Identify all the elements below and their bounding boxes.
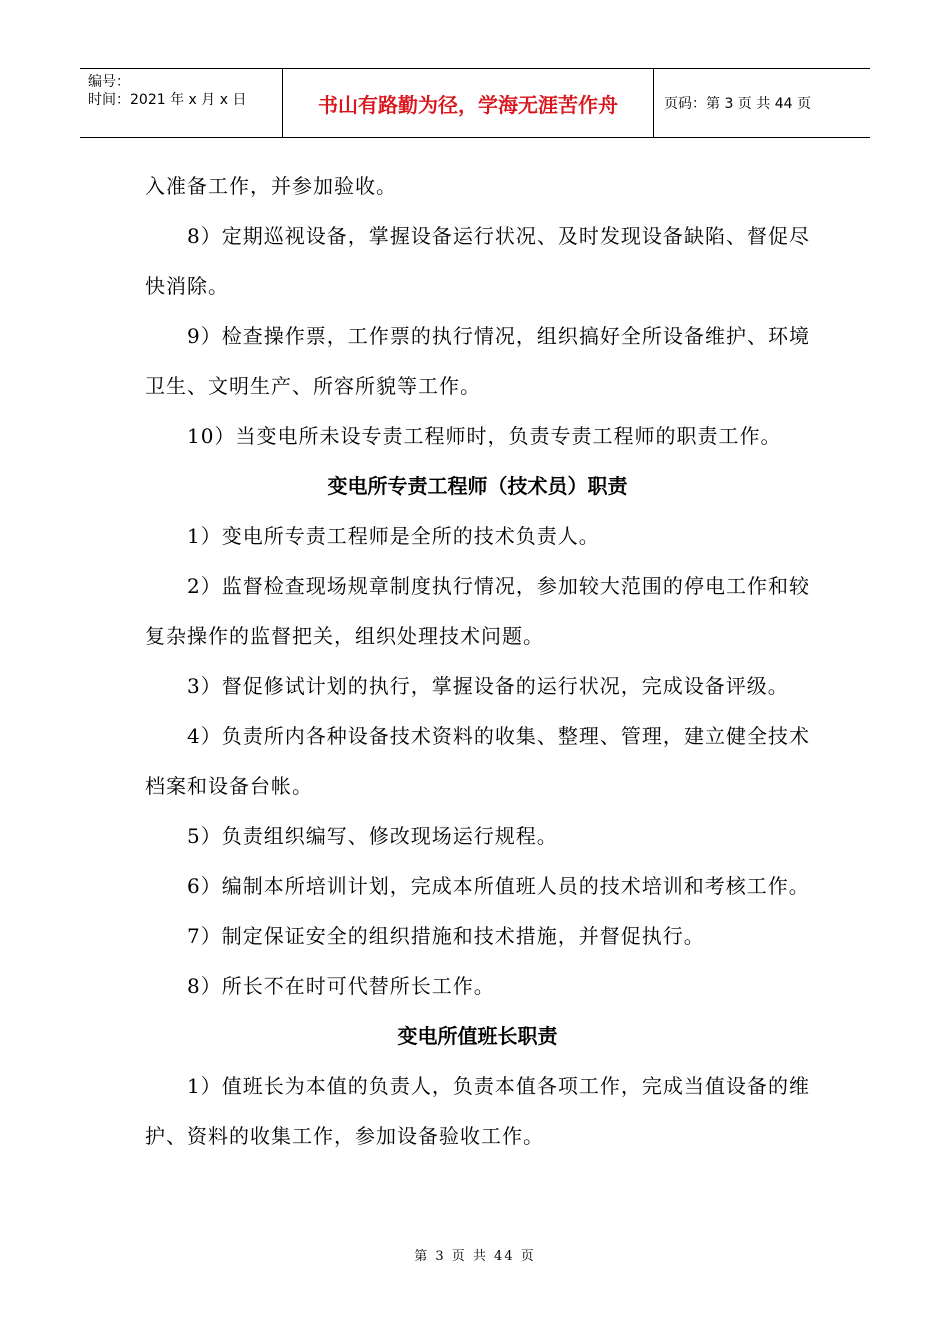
list-item: 5）负责组织编写、修改现场运行规程。	[187, 824, 558, 848]
section-title: 变电所值班长职责	[397, 1024, 558, 1048]
page-footer: 第 3 页 共 44 页	[414, 1249, 536, 1264]
list-item: 8）所长不在时可代替所长工作。	[187, 974, 495, 998]
header-meta	[80, 69, 282, 137]
list-item: 6）编制本所培训计划，完成本所值班人员的技术培训和考核工作。	[187, 874, 810, 898]
list-item: 1）变电所专责工程师是全所的技术负责人。	[187, 524, 600, 548]
list-item: 1）值班长为本值的负责人，负责本值各项工作，完成当值设备的维护、资料的收集工作，参加设备验收工作。	[145, 1074, 810, 1148]
list-item: 9）检查操作票，工作票的执行情况，组织搞好全所设备维护、环境卫生、文明生产、所容所貌等工作。	[145, 324, 810, 398]
document-date: 时间：2021 年 x 月 x 日	[88, 92, 247, 108]
page-header	[80, 68, 870, 138]
section-title: 变电所专责工程师（技术员）职责	[327, 474, 628, 498]
list-item: 2）监督检查现场规章制度执行情况，参加较大范围的停电工作和较复杂操作的监督把关，组织处理技术问题。	[145, 574, 810, 648]
list-item: 7）制定保证安全的组织措施和技术措施，并督促执行。	[187, 924, 705, 948]
header-motto: 书山有路勤为径，学海无涯苦作舟	[282, 69, 654, 137]
list-item: 8）定期巡视设备，掌握设备运行状况、及时发现设备缺陷、督促尽快消除。	[145, 224, 810, 298]
document-number-label: 编号：	[88, 74, 130, 90]
paragraph-continuation: 入准备工作，并参加验收。	[145, 174, 397, 198]
list-item: 3）督促修试计划的执行，掌握设备的运行状况，完成设备评级。	[187, 674, 789, 698]
list-item: 10）当变电所未设专责工程师时，负责专责工程师的职责工作。	[187, 424, 782, 448]
list-item: 4）负责所内各种设备技术资料的收集、整理、管理，建立健全技术档案和设备台帐。	[145, 724, 810, 798]
header-page-info: 页码：第 3 页 共 44 页	[664, 96, 811, 112]
document-body	[145, 161, 810, 1161]
